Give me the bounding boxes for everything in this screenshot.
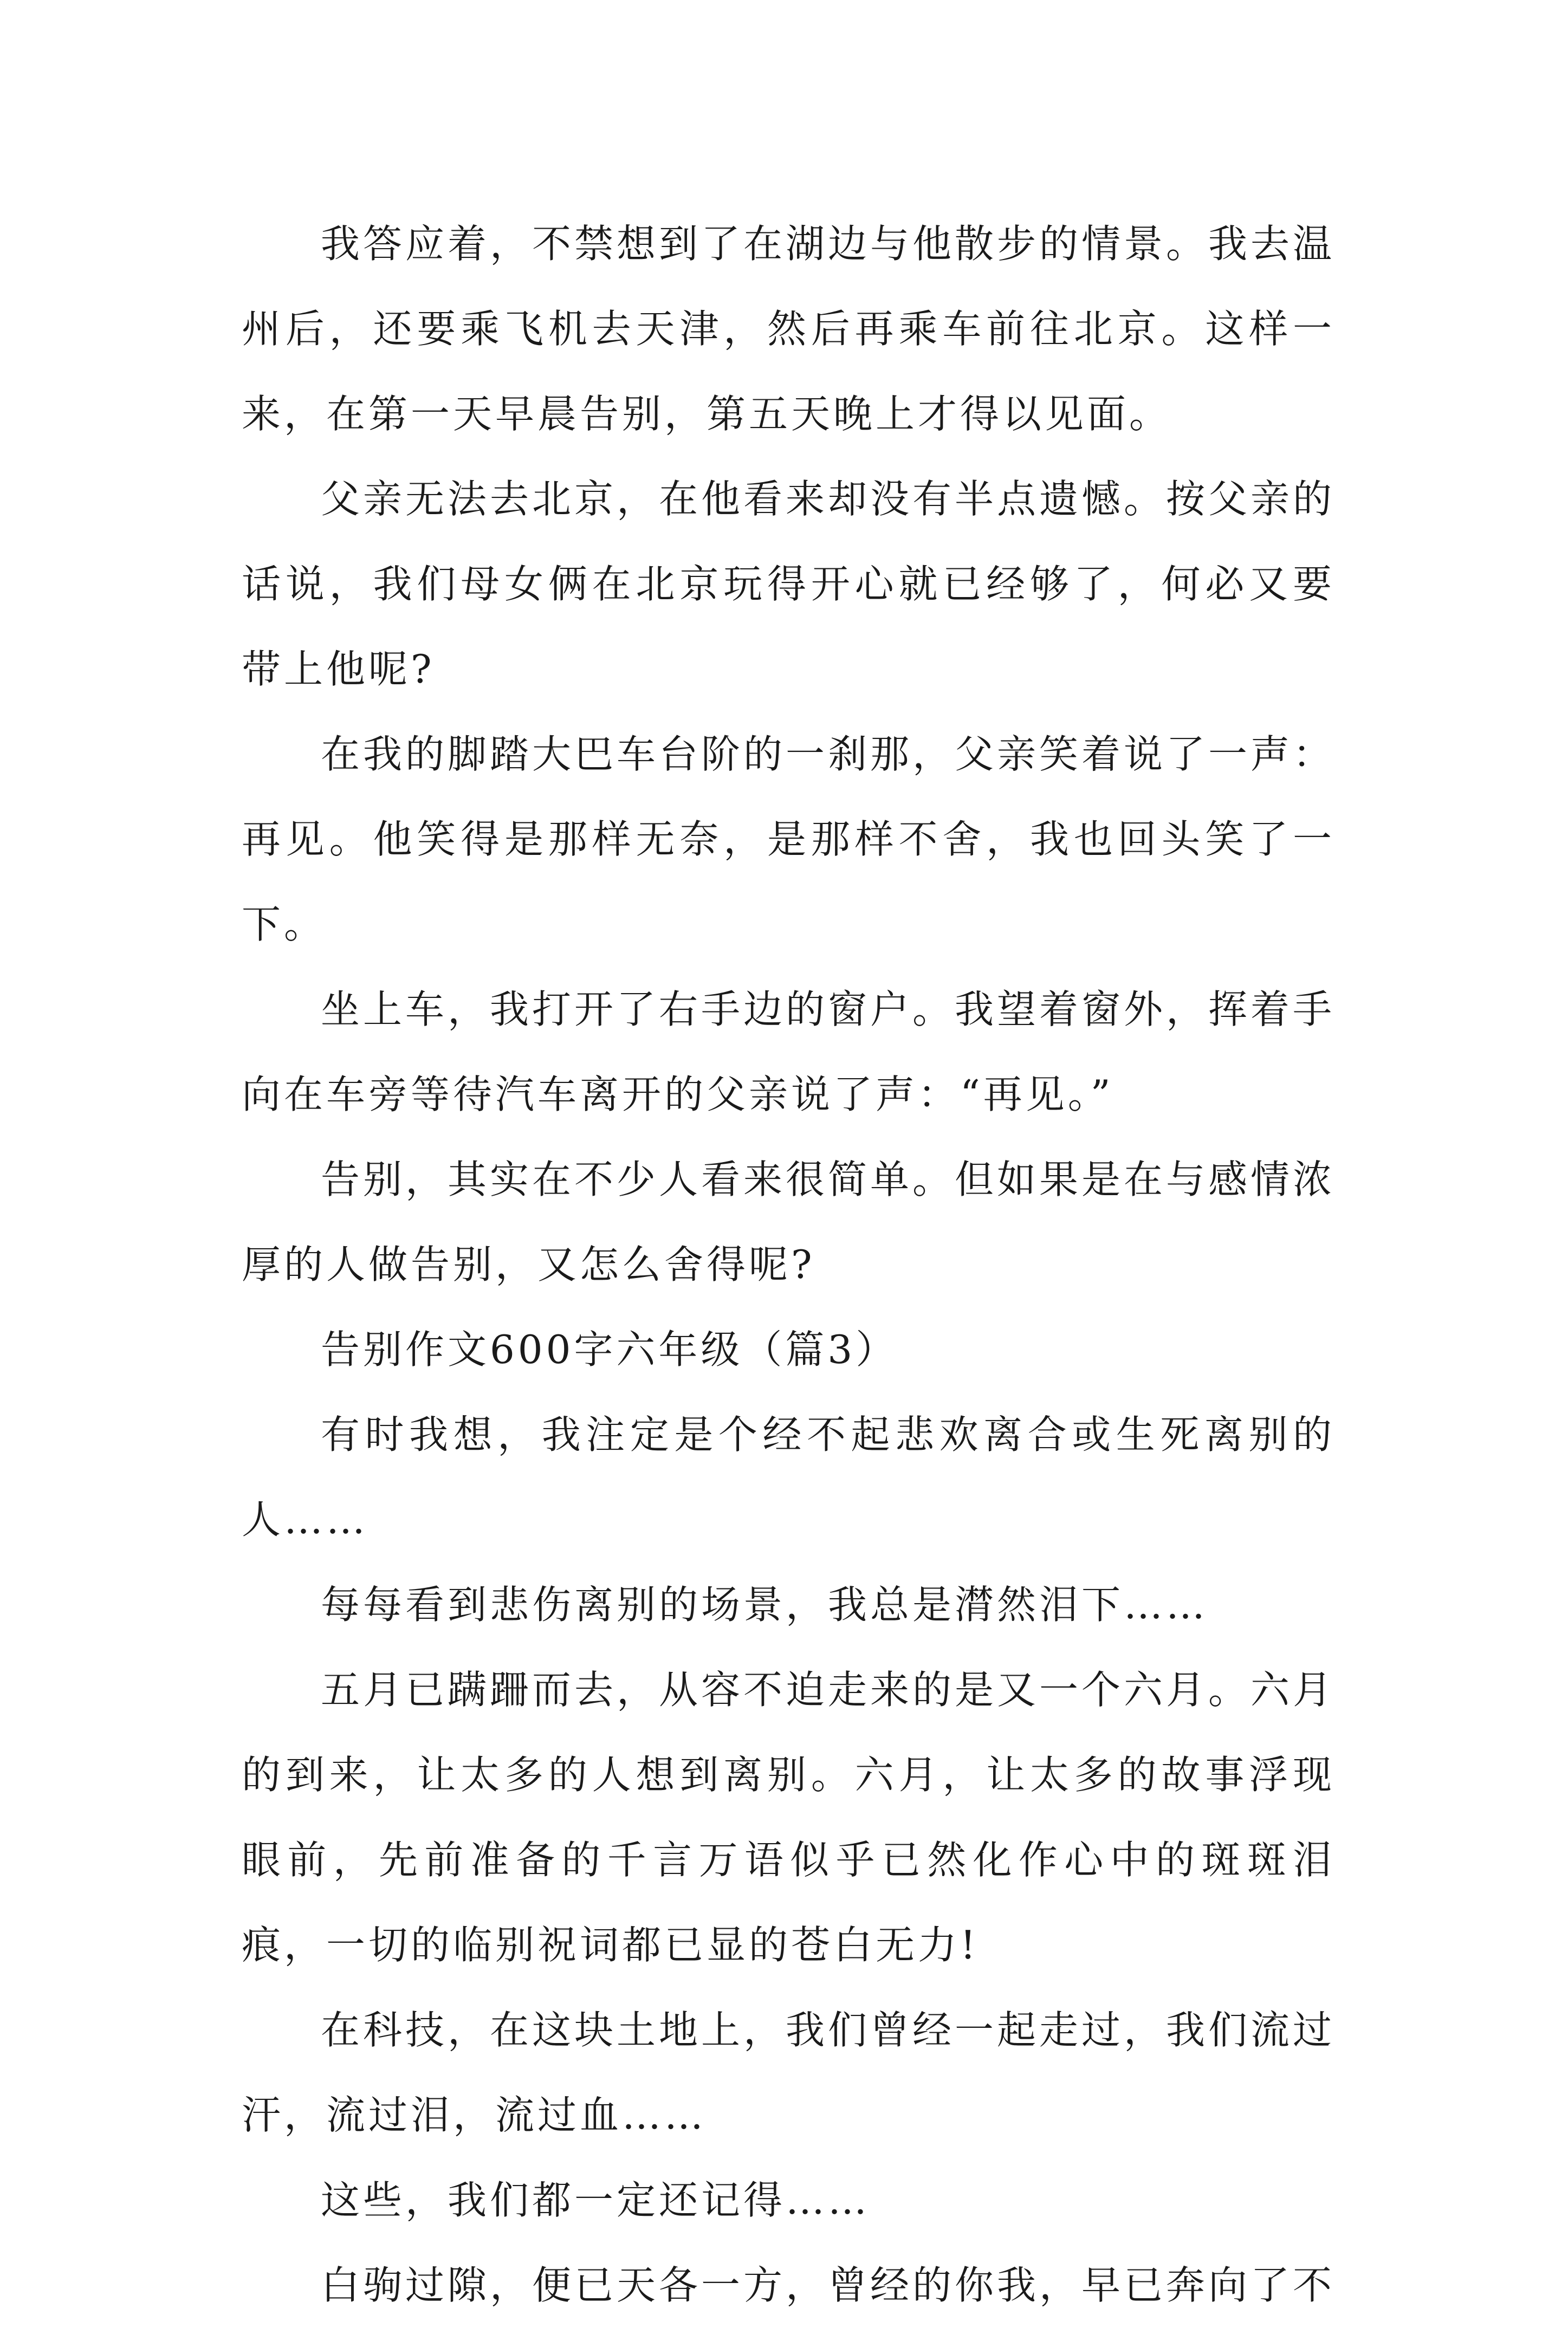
paragraph: 在我的脚踏大巴车台阶的一刹那，父亲笑着说了一声：再见。他笑得是那样无奈，是那样不舍，我也回头笑了一下。 <box>242 731 1336 947</box>
paragraph: 这些，我们都一定还记得…… <box>321 2177 871 2223</box>
document-body <box>242 202 1335 2328</box>
section-heading: 告别作文600字六年级（篇3） <box>321 1327 898 1372</box>
paragraph: 坐上车，我打开了右手边的窗户。我望着窗外，挥着手向在车旁等待汽车离开的父亲说了声：“再见。” <box>242 987 1336 1117</box>
paragraph: 每每看到悲伤离别的场景，我总是潸然泪下…… <box>321 1582 1209 1627</box>
paragraph: 在科技，在这块土地上，我们曾经一起走过，我们流过汗，流过泪，流过血…… <box>242 2007 1336 2138</box>
paragraph: 有时我想，我注定是个经不起悲欢离合或生死离别的人…… <box>242 1412 1335 1542</box>
paragraph: 五月已蹒跚而去，从容不迫走来的是又一个六月。六月的到来，让太多的人想到离别。六月，让太多的故事浮现眼前，先前准备的千言万语似乎已然化作心中的斑斑泪痕，一切的临别祝词都已显的苍白无力! <box>242 1667 1336 1968</box>
paragraph: 我答应着，不禁想到了在湖边与他散步的情景。我去温州后，还要乘飞机去天津，然后再乘车前往北京。这样一来，在第一天早晨告别，第五天晚上才得以见面。 <box>242 221 1336 437</box>
paragraph: 父亲无法去北京，在他看来却没有半点遗憾。按父亲的话说，我们母女俩在北京玩得开心就已经够了，何必又要带上他呢? <box>242 476 1336 692</box>
paragraph: 白驹过隙，便已天各一方，曾经的你我，早已奔向了不 <box>321 2262 1336 2308</box>
paragraph: 告别，其实在不少人看来很简单。但如果是在与感情浓厚的人做告别，又怎么舍得呢? <box>242 1157 1336 1287</box>
